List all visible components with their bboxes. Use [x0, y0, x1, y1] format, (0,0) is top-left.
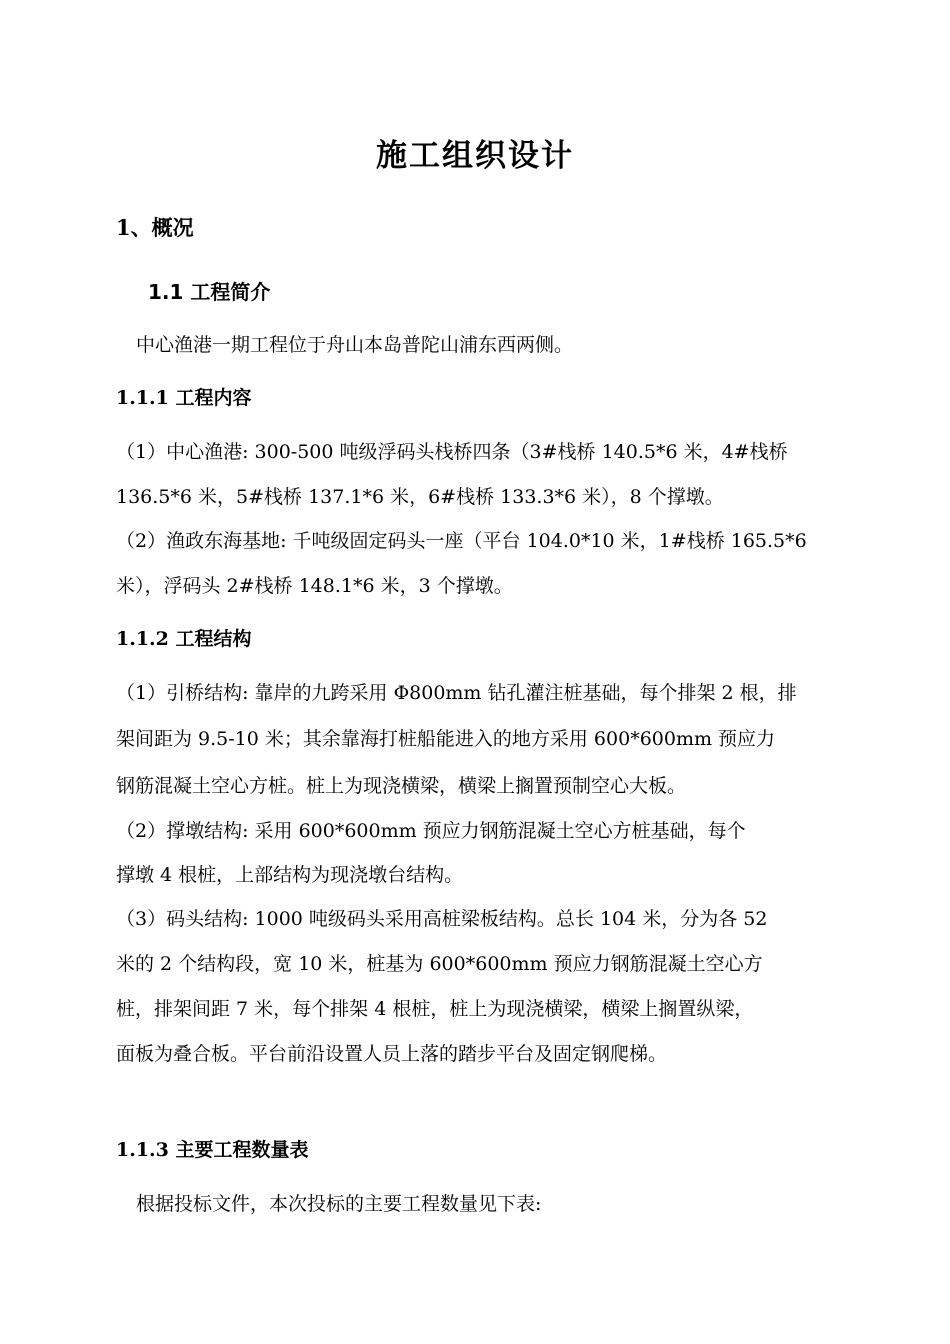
structure-line: 面板为叠合板。平台前沿设置人员上落的踏步平台及固定钢爬梯。 — [116, 1043, 668, 1065]
content-line: （1）中心渔港: 300-500 吨级浮码头栈桥四条（3#栈桥 140.5*6 米，4#栈桥 — [116, 441, 788, 463]
subsection-heading-project-intro: 1.1 工程简介 — [148, 280, 271, 304]
structure-line: 架间距为 9.5-10 米；其余靠海打桩船能进入的地方采用 600*600mm 预应力 — [116, 728, 776, 750]
subsection-heading-project-content: 1.1.1 工程内容 — [116, 387, 252, 409]
structure-line: 撑墩 4 根桩，上部结构为现浇墩台结构。 — [116, 864, 464, 886]
section-heading-overview: 1、概况 — [116, 215, 194, 240]
structure-line: 桩，排架间距 7 米，每个排架 4 根桩，桩上为现浇横梁，横梁上搁置纵梁， — [116, 998, 754, 1020]
structure-line: （3）码头结构: 1000 吨级码头采用高桩梁板结构。总长 104 米，分为各 52 — [116, 908, 768, 930]
structure-line: 钢筋混凝土空心方桩。桩上为现浇横梁，横梁上搁置预制空心大板。 — [116, 775, 687, 797]
structure-line: （1）引桥结构: 靠岸的九跨采用 Φ800mm 钻孔灌注桩基础，每个排架 2 根，排 — [116, 682, 797, 704]
project-intro-paragraph: 中心渔港一期工程位于舟山本岛普陀山浦东西两侧。 — [136, 334, 574, 356]
quantity-intro-paragraph: 根据投标文件，本次投标的主要工程数量见下表: — [136, 1193, 542, 1215]
subsection-heading-project-structure: 1.1.2 工程结构 — [116, 628, 252, 650]
content-line: 136.5*6 米，5#栈桥 137.1*6 米，6#栈桥 133.3*6 米），8 个撑墩。 — [116, 486, 724, 508]
content-line: 米），浮码头 2#栈桥 148.1*6 米，3 个撑墩。 — [116, 575, 513, 597]
structure-line: （2）撑墩结构: 采用 600*600mm 预应力钢筋混凝土空心方桩基础，每个 — [116, 820, 746, 842]
structure-line: 米的 2 个结构段，宽 10 米，桩基为 600*600mm 预应力钢筋混凝土空心方 — [116, 953, 763, 975]
content-line: （2）渔政东海基地: 千吨级固定码头一座（平台 104.0*10 米，1#栈桥 165.5*6 — [116, 530, 807, 552]
document-title: 施工组织设计 — [376, 138, 574, 174]
subsection-heading-quantity-table: 1.1.3 主要工程数量表 — [116, 1139, 309, 1161]
